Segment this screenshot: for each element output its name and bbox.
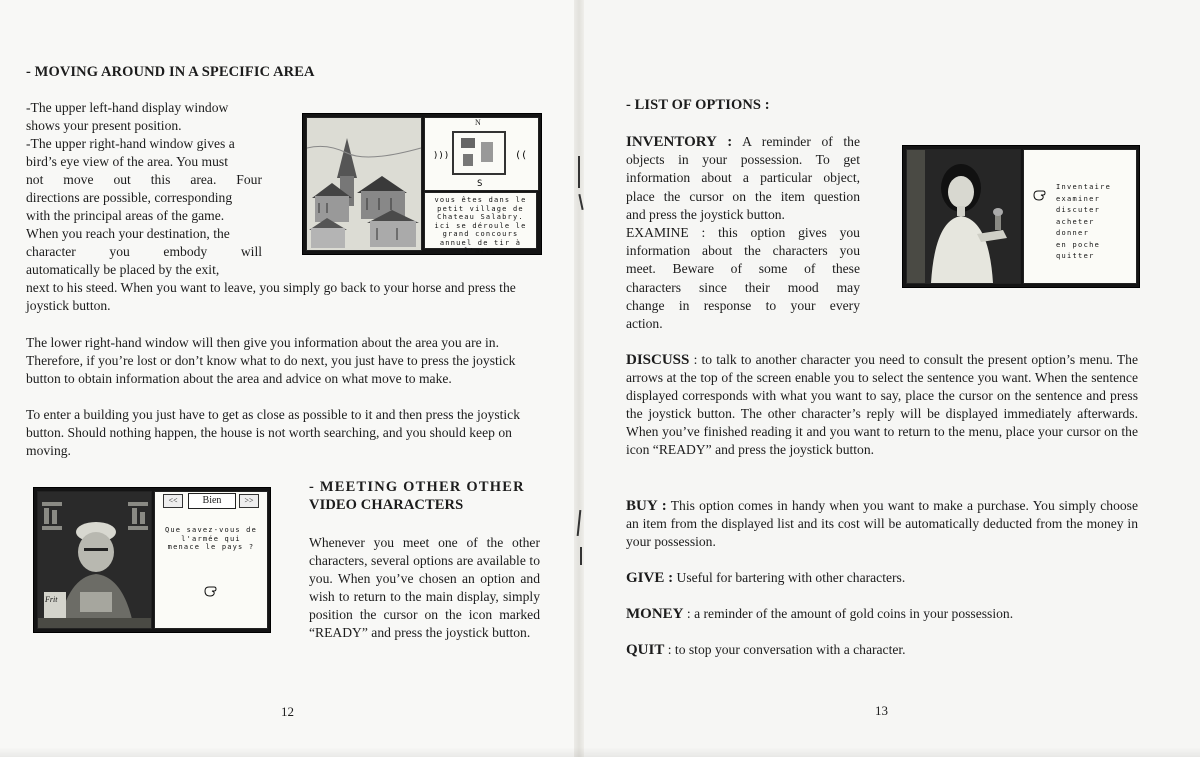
money-label: MONEY [626, 606, 684, 622]
merchant-drawing [38, 492, 151, 628]
heading-meeting-line-2: VIDEO CHARACTERS [309, 497, 464, 513]
menu-option-examine[interactable]: examiner [1056, 194, 1101, 203]
text-line: place the cursor on the item question [626, 188, 860, 204]
money-paragraph: MONEY : a reminder of the amount of gold coins in your possession. [626, 606, 1014, 622]
text-line: When you reach your destination, the [26, 226, 230, 241]
previous-sentence-arrow[interactable]: << [163, 494, 183, 508]
book-gutter [574, 0, 584, 757]
menu-option-discuss[interactable]: discuter [1056, 206, 1101, 214]
text-line: information about the characters you [626, 243, 860, 259]
examine-label: EXAMINE : [626, 225, 706, 241]
dialogue-question[interactable] [155, 526, 267, 552]
merchant-screenshot [33, 487, 271, 633]
text-line: character you embody will [26, 244, 262, 259]
village-screenshot [302, 113, 542, 255]
text-line: not move out this area. Four [26, 172, 262, 187]
lower-window-paragraph: The lower right-hand window will then give you information about the area you are in. Therefore, if you’re lost or don’t know what to do next, you just have to press the joystick button to obtain information about the area and advice on what move to make. [26, 335, 516, 386]
text-line: bird’s eye view of the area. You must [26, 154, 228, 169]
buy-paragraph: BUY : This option comes in handy when you want to make a purchase. You simply choose an item from the displayed list and its cost will be automatically deducted from the money in your possession. [626, 498, 1139, 549]
dialogue-window [154, 491, 268, 629]
menu-option-inventory[interactable]: Inventaire [1056, 183, 1112, 191]
discuss-paragraph: DISCUSS : to talk to another character you need to consult the present option’s menu. The arrows at the top of the screen enable you to select the sentence you want. When the sentence displayed corresponds with what you want to say, place the cursor on the sentence and press the joystick button. The other character’s reply will be displayed immediately afterwards. When you’ve finished reading it and you want to return to the menu, place your cursor on the icon “READY” and press the joystick button. [626, 352, 1138, 457]
text-line: automatically be placed by the exit, [26, 262, 220, 277]
text-line: information about a particular object, [626, 170, 860, 186]
character-portrait-window [906, 149, 1021, 284]
pointing-hand-cursor-icon [1032, 188, 1046, 202]
svg-text:((: (( [515, 150, 528, 161]
caption-line: vous êtes dans le [434, 196, 527, 204]
village-view-window [306, 117, 422, 251]
village-drawing [307, 118, 421, 250]
text-line: with the principal areas of the game. [26, 208, 225, 223]
pointing-hand-cursor-icon [203, 584, 217, 598]
give-paragraph: GIVE : Useful for bartering with other characters. [626, 570, 906, 586]
caption-line: petit village de [437, 204, 524, 213]
discuss-label: DISCUSS [626, 352, 690, 368]
buy-label: BUY : [626, 498, 667, 514]
menu-option-money[interactable]: en poche [1056, 240, 1101, 249]
pen-mark [580, 547, 582, 565]
quit-paragraph: QUIT : to stop your conversation with a character. [626, 642, 906, 658]
text-line: INVENTORY : A reminder of the [626, 134, 860, 150]
caption-line: annuel de tir à [439, 238, 522, 247]
svg-text:))): ))) [433, 151, 450, 161]
text-line: action. [626, 316, 663, 332]
give-label: GIVE : [626, 570, 674, 586]
question-line: Que savez-vous de [164, 526, 258, 534]
text-line: -The upper right-hand window gives a [26, 136, 235, 151]
enter-building-paragraph: To enter a building you just have to get as close as possible to it and then press the joystick button. Should nothing happen, the house is not worth searching, and you should keep on moving. [26, 407, 520, 458]
question-line: menace le pays ? [167, 543, 255, 551]
text-line: change in response to your every [626, 297, 860, 313]
caption-line: Chateau Salabry. [437, 213, 524, 221]
pen-mark [578, 156, 580, 188]
text-line: characters since their mood may [626, 279, 860, 295]
heading-moving-around: - MOVING AROUND IN A SPECIFIC AREA [26, 64, 315, 80]
menu-option-buy[interactable]: acheter [1056, 217, 1095, 226]
caption-line: grand concours [442, 230, 519, 238]
heading-list-of-options: - LIST OF OPTIONS : [626, 97, 770, 113]
text-line: meet. Beware of some of these [626, 261, 860, 277]
caption-line: l'arc. [464, 247, 497, 255]
question-line: l'armée qui [181, 534, 241, 543]
menu-option-quit[interactable]: quitter [1056, 252, 1095, 260]
moving-intro-paragraph [26, 99, 262, 279]
moving-intro-tail: next to his steed. When you want to leave, you simply go back to your horse and press the joystick button. [26, 280, 516, 313]
merchant-portrait-window [37, 491, 152, 629]
quit-label: QUIT [626, 642, 665, 658]
menu-option-give[interactable]: donner [1056, 229, 1090, 237]
map-drawing [425, 118, 538, 190]
text-line: EXAMINE : this option gives you [626, 225, 860, 241]
text-line: objects in your possession. To get [626, 152, 860, 168]
birds-eye-map-window [424, 117, 539, 191]
page-number-left: 12 [281, 704, 294, 719]
text-line: and press the joystick button. [626, 206, 785, 222]
caption-line: ici se déroule le [434, 221, 527, 230]
options-menu-screenshot [902, 145, 1140, 288]
inventory-label: INVENTORY : [626, 134, 733, 150]
shop-sign: Frit [45, 595, 58, 604]
inventory-examine-block [626, 133, 860, 333]
woman-portrait-drawing [907, 150, 1020, 283]
ready-button[interactable]: Bien [188, 493, 236, 509]
text-line: -The upper left-hand display window [26, 100, 229, 115]
text-line: directions are possible, corresponding [26, 190, 233, 205]
options-menu-window [1023, 149, 1137, 284]
svg-text:S: S [477, 179, 483, 189]
heading-meeting-line-1: - MEETING OTHER OTHER [309, 479, 525, 495]
area-info-window [424, 192, 537, 255]
compass-north-label: N [475, 118, 481, 127]
page-number-right: 13 [875, 703, 888, 718]
text-line: shows your present position. [26, 118, 182, 133]
page-shadow [0, 747, 1200, 757]
menu-options-list [1056, 182, 1111, 263]
next-sentence-arrow[interactable]: >> [239, 494, 259, 508]
meeting-paragraph: Whenever you meet one of the other characters, several options are available to you. When you’ve chosen an option and wish to return to the main display, simply position the cursor on the icon marked “READY” and press the joystick button. [309, 535, 540, 640]
